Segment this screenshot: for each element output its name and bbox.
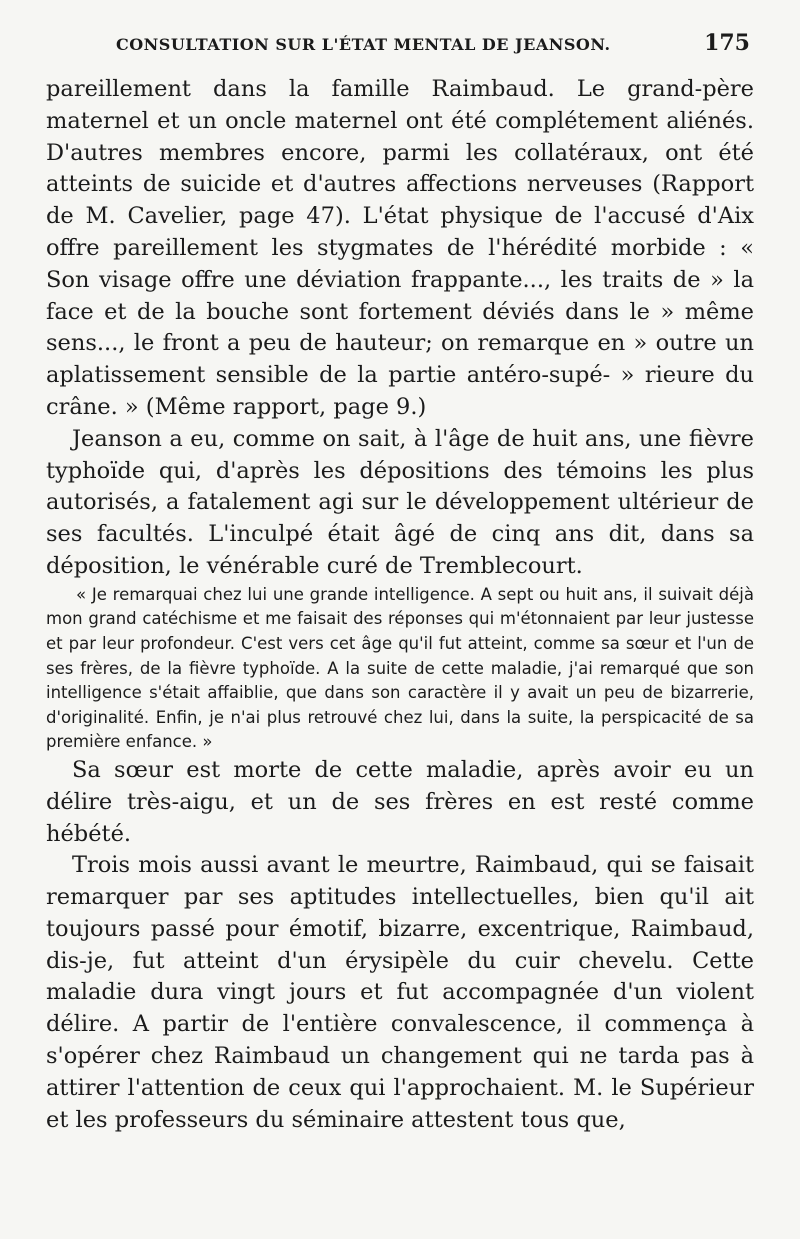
paragraph-continuation: pareillement dans la famille Raimbaud. Le grand-père maternel et un oncle maternel ont été complétement aliénés. D'autres membres encore, parmi les collatéraux, ont été atteints de suicide et d'autres affections nerveuses (Rapport de M. Cavelier, page 47). L'état physique de l'accusé d'Aix offre pareillement les stygmates de l'hérédité morbide : « Son visage offre une déviation frappante..., les traits de » la face et de la bouche sont fortement déviés dans le » même sens..., le front a peu de hauteur; on remarque en » outre un aplatissement sensible de la partie antéro-supé- » rieure du crâne. » (Même rapport, page 9.) [46, 76, 754, 420]
body-text [46, 74, 754, 1136]
paragraph-sister: Sa sœur est morte de cette maladie, après avoir eu un délire très-aigu, et un de ses frères en est resté comme hébété. [46, 756, 754, 847]
block-quote-cure-testimony: « Je remarquai chez lui une grande intelligence. A sept ou huit ans, il suivait déjà mon grand catéchisme et me faisait des réponses qui m'étonnaient par leur justesse et par leur profondeur. C'est vers cet âge qu'il fut atteint, comme sa sœur et l'un de ses frères, de la fièvre typhoïde. A la suite de cette maladie, j'ai remarqué que son intelligence s'était affaiblie, que dans son caractère il y avait un peu de bizarrerie, d'originalité. Enfin, je n'ai plus retrouvé chez lui, dans la suite, la perspicacité de sa première enfance. » [46, 584, 754, 752]
running-header [46, 30, 754, 74]
paragraph-typhoid: Jeanson a eu, comme on sait, à l'âge de huit ans, une fièvre typhoïde qui, d'après les dépositions des témoins les plus autorisés, a fatalement agi sur le développement ultérieur de ses facultés. L'inculpé était âgé de cinq ans dit, dans sa déposition, le vénérable curé de Tremblecourt. [46, 425, 754, 579]
running-title: CONSULTATION SUR L'ÉTAT MENTAL DE JEANSON. [116, 35, 611, 54]
page-number: 175 [704, 30, 750, 56]
paragraph-raimbaud-illness: Trois mois aussi avant le meurtre, Raimbaud, qui se faisait remarquer par ses aptitudes intellectuelles, bien qu'il ait toujours passé pour émotif, bizarre, excentrique, Raimbaud, dis-je, fut atteint d'un érysipèle du cuir chevelu. Cette maladie dura vingt jours et fut accompagnée d'un violent délire. A partir de l'entière convalescence, il commença à s'opérer chez Raimbaud un changement qui ne tarda pas à attirer l'attention de ceux qui l'approchaient. M. le Supérieur et les professeurs du séminaire attestent tous que, [46, 852, 754, 1133]
